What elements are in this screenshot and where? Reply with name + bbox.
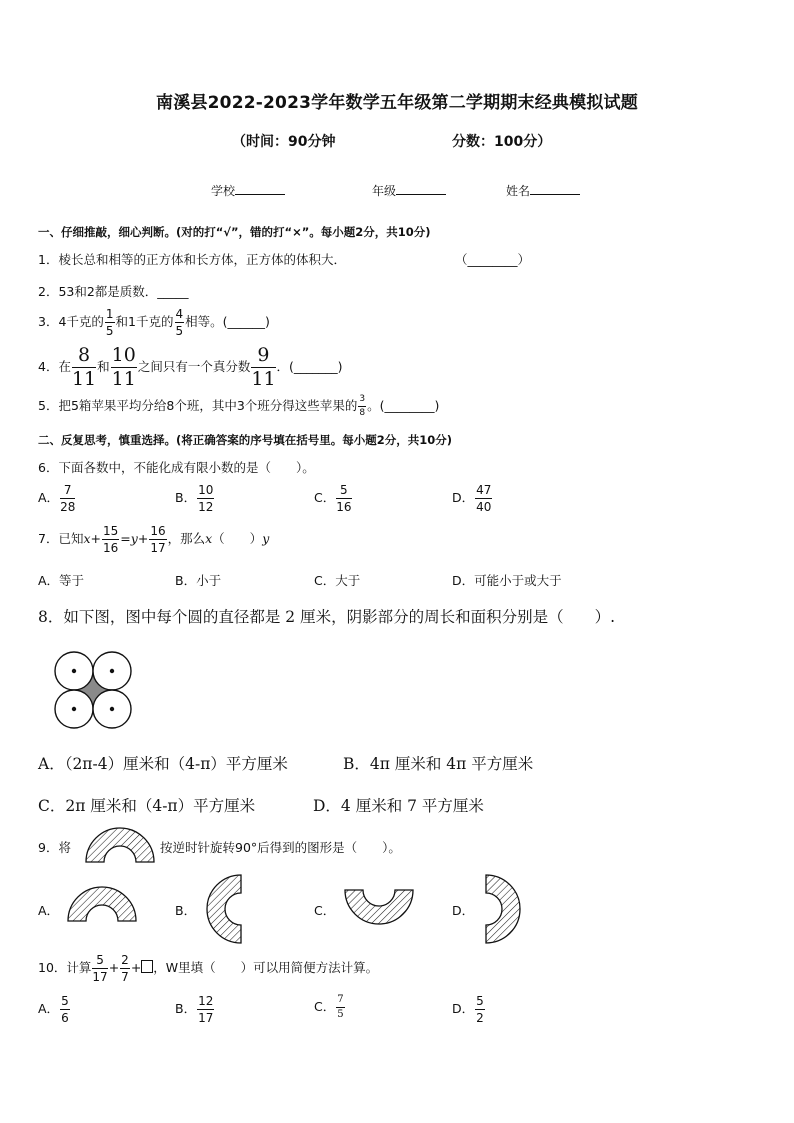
var-y: y xyxy=(130,531,138,546)
question-6: 6．下面各数中，不能化成有限小数的是（ ）。 xyxy=(38,460,315,475)
fraction xyxy=(336,484,351,513)
q6-option-d[interactable] xyxy=(452,484,493,513)
numerator: 3 xyxy=(358,395,366,407)
option-label: B． xyxy=(175,1001,197,1016)
denominator: 11 xyxy=(251,368,276,390)
option-label: D． xyxy=(452,490,475,505)
center-dot xyxy=(110,707,114,711)
denominator: 11 xyxy=(111,368,136,390)
numerator: 5 xyxy=(476,994,484,1008)
fraction xyxy=(197,484,214,513)
denominator: 6 xyxy=(61,1011,69,1025)
q9-option-b-arch-left[interactable] xyxy=(205,873,243,945)
plus-sign: + xyxy=(130,960,142,975)
question-10-text-b: ，W里填（ ）可以用简便方法计算。 xyxy=(153,960,379,975)
denominator: 5 xyxy=(105,324,114,338)
center-dot xyxy=(110,669,114,673)
plus-sign: + xyxy=(137,531,149,546)
denominator: 28 xyxy=(60,500,76,514)
numerator: 5 xyxy=(336,484,351,499)
q8-option-d[interactable]: D．4 厘米和 7 平方厘米 xyxy=(313,797,484,815)
numerator: 47 xyxy=(476,483,492,497)
denominator: 17 xyxy=(92,970,108,984)
option-label: A． xyxy=(38,1001,60,1016)
page-title: 南溪县2022-2023学年数学五年级第二学期期末经典模拟试题 xyxy=(156,93,638,113)
fraction xyxy=(251,346,275,389)
name-blank[interactable] xyxy=(530,182,580,195)
question-10 xyxy=(38,954,378,983)
denominator: 5 xyxy=(337,1009,344,1020)
option-label: A． xyxy=(38,490,60,505)
school-blank[interactable] xyxy=(235,182,285,195)
numerator: 12 xyxy=(198,994,214,1008)
fraction xyxy=(60,484,75,513)
var-y: y xyxy=(262,531,270,546)
question-4-text-c: 之间只有一个真分数 xyxy=(137,359,251,374)
question-5-text-b: 。(________) xyxy=(367,398,440,413)
denominator: 17 xyxy=(150,541,166,555)
fraction xyxy=(197,995,214,1024)
question-7-text-a: 7．已知 xyxy=(38,531,84,546)
question-9-text-b: 按逆时针旋转90°后得到的图形是（ ）。 xyxy=(160,840,401,855)
grade-blank[interactable] xyxy=(396,182,446,195)
q10-option-a[interactable] xyxy=(38,995,71,1024)
q9-option-c-label[interactable]: C． xyxy=(314,903,336,918)
question-3-text-b: 和1千克的 xyxy=(115,314,174,329)
question-8: 8．如下图，图中每个圆的直径都是 2 厘米，阴影部分的周长和面积分别是（ ）. xyxy=(38,608,616,626)
numerator: 1 xyxy=(105,307,114,321)
q6-option-b[interactable] xyxy=(175,484,215,513)
q10-option-d[interactable] xyxy=(452,995,486,1024)
q8-option-a[interactable]: A．（2π-4）厘米和（4-π）平方厘米 xyxy=(38,755,288,773)
denominator: 16 xyxy=(103,541,119,555)
equals-sign: = xyxy=(120,531,131,546)
question-7-text-b: ，那么 xyxy=(167,531,206,546)
numerator: 2 xyxy=(121,953,129,967)
denominator: 11 xyxy=(71,368,97,390)
question-5-text-a: 5．把5箱苹果平均分给8个班，其中3个班分得这些苹果的 xyxy=(38,398,358,413)
question-5 xyxy=(38,395,439,418)
fraction xyxy=(336,995,344,1020)
var-x: x xyxy=(205,531,213,546)
fraction xyxy=(105,308,115,337)
grade-field xyxy=(372,182,446,199)
denominator: 2 xyxy=(476,1011,484,1025)
four-circles-figure xyxy=(50,650,136,730)
fraction xyxy=(475,995,485,1024)
q7-option-b[interactable]: B．小于 xyxy=(175,573,222,588)
plus-sign: + xyxy=(90,531,101,546)
fraction xyxy=(120,954,130,983)
numerator: 15 xyxy=(103,524,119,538)
fraction xyxy=(60,995,70,1024)
numerator: 5 xyxy=(92,954,107,969)
numerator: 9 xyxy=(251,346,275,368)
question-7 xyxy=(38,525,269,554)
option-label: B． xyxy=(175,490,197,505)
q7-option-d[interactable]: D．可能小于或大于 xyxy=(452,573,562,588)
question-10-text-a: 10．计算 xyxy=(38,960,92,975)
question-4-text-a: 4．在 xyxy=(38,359,71,374)
denominator: 5 xyxy=(175,324,184,338)
q10-option-b[interactable] xyxy=(175,995,215,1024)
q9-option-b-label[interactable]: B． xyxy=(175,903,197,918)
q8-option-c[interactable]: C．2π 厘米和（4-π）平方厘米 xyxy=(38,797,256,815)
blank-box-icon[interactable] xyxy=(141,960,153,973)
option-label: C． xyxy=(314,490,336,505)
numerator: 5 xyxy=(61,994,69,1008)
question-1-answer[interactable]: （________） xyxy=(455,252,531,267)
arch-shape-icon xyxy=(84,826,156,864)
grade-label: 年级 xyxy=(372,184,397,198)
question-9 xyxy=(38,838,71,856)
center-dot xyxy=(72,669,76,673)
var-x: x xyxy=(83,531,91,546)
answer-paren[interactable]: （ ） xyxy=(212,531,263,546)
q8-option-b[interactable]: B．4π 厘米和 4π 平方厘米 xyxy=(343,755,534,773)
q9-option-c-arch-down[interactable] xyxy=(343,888,415,926)
fraction xyxy=(92,954,107,983)
fraction xyxy=(475,484,492,513)
fraction xyxy=(149,525,166,554)
q6-option-c[interactable] xyxy=(314,484,353,513)
question-3 xyxy=(38,308,270,337)
question-3-text-c: 相等。(______) xyxy=(185,314,270,329)
denominator: 12 xyxy=(198,500,214,514)
question-2: 2．53和2都是质数．_____ xyxy=(38,284,189,299)
denominator: 16 xyxy=(336,500,352,514)
question-1 xyxy=(38,250,346,268)
fraction xyxy=(72,346,96,389)
option-label: D． xyxy=(452,1001,475,1016)
numerator: 10 xyxy=(111,344,136,366)
q9-option-a-arch-up[interactable] xyxy=(66,885,138,923)
question-4 xyxy=(38,346,343,389)
numerator: 16 xyxy=(150,524,166,538)
q10-option-c[interactable] xyxy=(314,995,346,1020)
name-field xyxy=(506,182,580,199)
question-1-text: 1．棱长总和相等的正方体和长方体，正方体的体积大． xyxy=(38,252,346,267)
fraction xyxy=(111,346,137,389)
numerator: 10 xyxy=(198,483,214,497)
section-1-heading: 一、仔细推敲，细心判断。(对的打“√”，错的打“×”。每小题2分，共10分) xyxy=(38,225,431,239)
fraction xyxy=(102,525,119,554)
q7-option-c[interactable]: C．大于 xyxy=(314,573,361,588)
numerator: 7 xyxy=(336,995,344,1008)
name-label: 姓名 xyxy=(506,184,531,198)
plus-sign: + xyxy=(108,960,120,975)
denominator: 8 xyxy=(359,408,366,418)
q9-option-a-label[interactable]: A． xyxy=(38,903,60,918)
q9-option-d-arch-right[interactable] xyxy=(484,873,522,945)
numerator: 8 xyxy=(72,346,96,368)
denominator: 17 xyxy=(198,1011,214,1025)
denominator: 40 xyxy=(476,500,492,514)
school-label: 学校 xyxy=(211,184,236,198)
fraction xyxy=(358,395,366,418)
exam-score: 分数：100分） xyxy=(452,134,552,150)
section-2-heading: 二、反复思考，慎重选择。(将正确答案的序号填在括号里。每小题2分，共10分) xyxy=(38,433,453,447)
exam-time: （时间：90分钟 xyxy=(232,134,336,150)
numerator: 4 xyxy=(175,307,184,321)
school-field xyxy=(211,182,285,199)
question-4-text-b: 和 xyxy=(97,359,110,374)
q9-option-d-label[interactable]: D． xyxy=(452,903,475,918)
q7-option-a[interactable]: A．等于 xyxy=(38,573,85,588)
denominator: 7 xyxy=(121,970,129,984)
center-dot xyxy=(72,707,76,711)
question-4-text-d: ．(_______) xyxy=(276,359,343,374)
numerator: 7 xyxy=(60,484,75,499)
question-9-text-a: 9．将 xyxy=(38,840,71,855)
fraction xyxy=(175,308,185,337)
question-3-text-a: 3．4千克的 xyxy=(38,314,104,329)
option-label: C． xyxy=(314,999,336,1014)
q6-option-a[interactable] xyxy=(38,484,76,513)
